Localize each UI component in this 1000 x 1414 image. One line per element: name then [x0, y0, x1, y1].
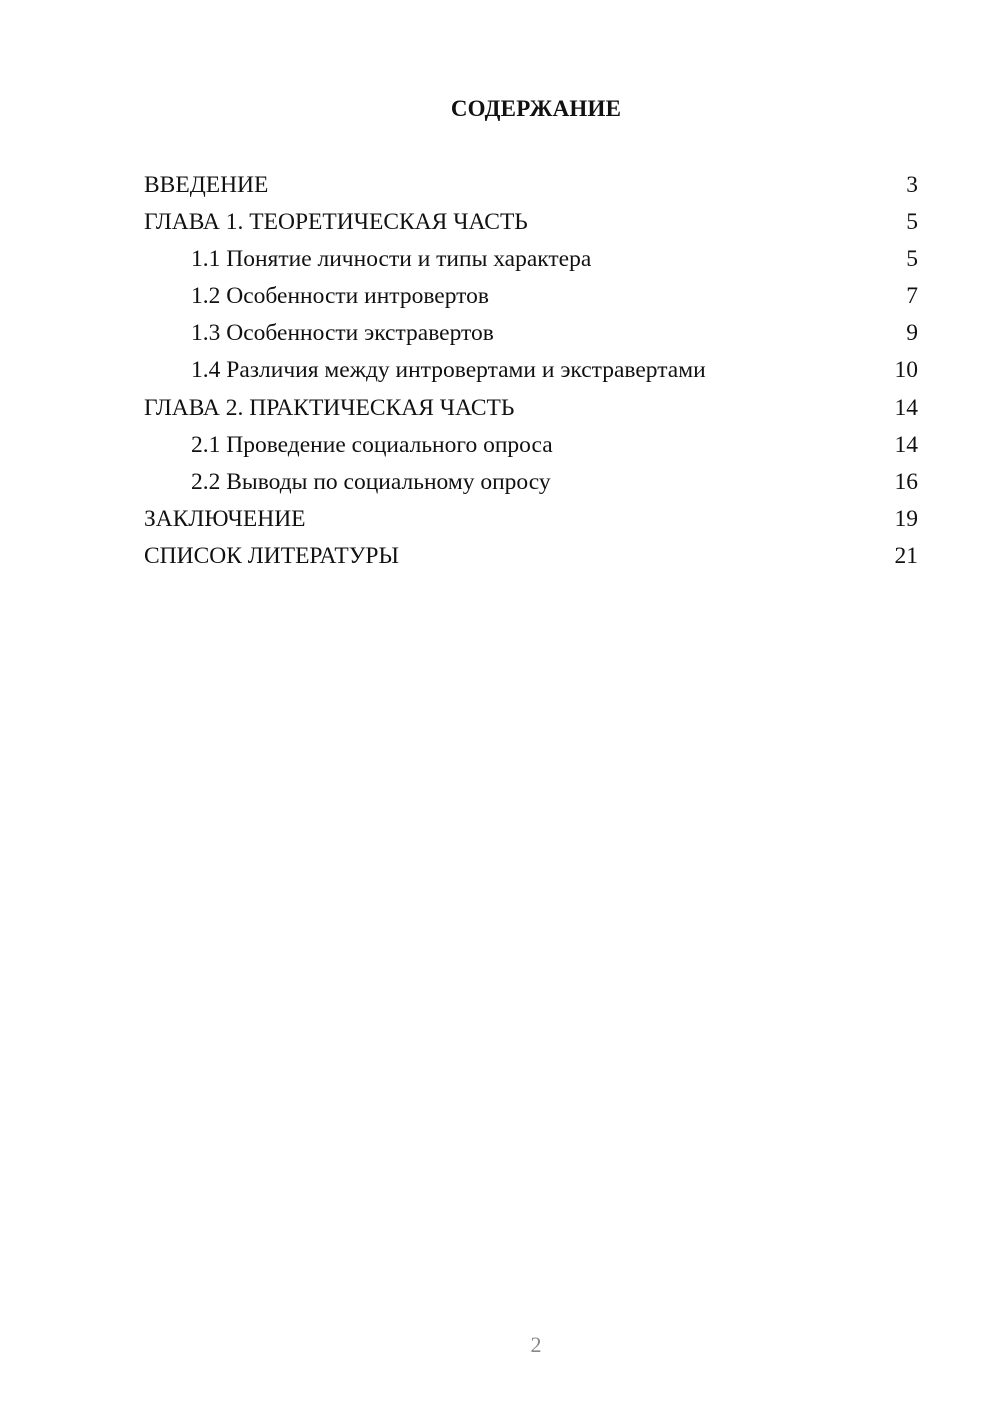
toc-entry — [144, 315, 918, 352]
toc-entry-label: 2.1 Проведение социального опроса — [191, 431, 553, 458]
toc-entry-label: ЗАКЛЮЧЕНИЕ — [144, 505, 306, 532]
toc-entry-label: ГЛАВА 2. ПРАКТИЧЕСКАЯ ЧАСТЬ — [144, 394, 515, 421]
toc-entry-label: 1.1 Понятие личности и типы характера — [191, 246, 592, 273]
toc-entry-page: 14 — [894, 431, 918, 458]
toc-entry-page: 5 — [906, 246, 918, 273]
toc-entry — [144, 390, 918, 427]
toc-entry-page: 19 — [894, 505, 918, 532]
toc-entry-label: 2.2 Выводы по социальному опросу — [191, 468, 551, 495]
toc-entry — [144, 204, 918, 241]
toc-entry-label: 1.2 Особенности интровертов — [191, 283, 489, 310]
toc-entry-label: 1.3 Особенности экстравертов — [191, 320, 494, 347]
toc-entry-page: 14 — [894, 394, 918, 421]
toc-entry-label: ГЛАВА 1. ТЕОРЕТИЧЕСКАЯ ЧАСТЬ — [144, 209, 528, 236]
toc-entry-page: 7 — [906, 283, 918, 310]
toc-entry-page: 16 — [894, 468, 918, 495]
toc-entry — [144, 278, 918, 315]
toc-entry — [144, 501, 918, 538]
page-number: 2 — [530, 1332, 542, 1357]
toc-entry-page: 5 — [906, 209, 918, 236]
toc-entry-page: 3 — [906, 172, 918, 198]
toc-entry-label: СПИСОК ЛИТЕРАТУРЫ — [144, 542, 399, 569]
toc-title: СОДЕРЖАНИЕ — [450, 96, 622, 121]
toc-entry — [144, 464, 918, 501]
toc-entry — [144, 241, 918, 278]
toc-entry-label: ВВЕДЕНИЕ — [144, 172, 269, 198]
table-of-contents — [144, 167, 918, 575]
toc-entry-page: 10 — [894, 357, 918, 384]
toc-entry — [144, 167, 918, 204]
toc-entry — [144, 538, 918, 575]
toc-entry-page: 9 — [906, 320, 918, 347]
toc-entry-page: 21 — [894, 542, 918, 569]
toc-entry-label: 1.4 Различия между интровертами и экстравертами — [191, 357, 706, 384]
toc-entry — [144, 427, 918, 464]
toc-entry — [144, 352, 918, 389]
